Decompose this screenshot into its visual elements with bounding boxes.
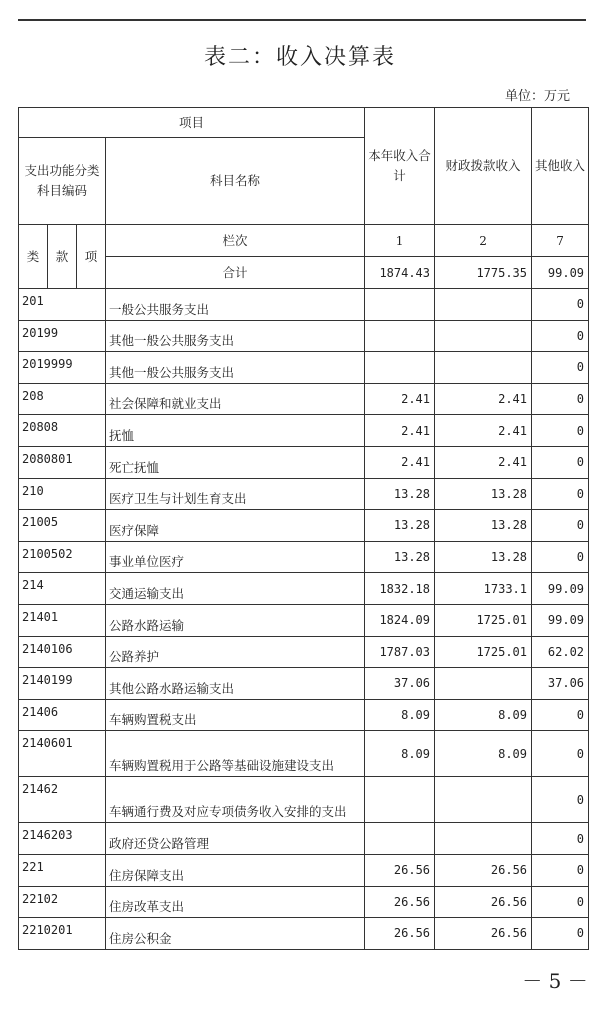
row-code: 2019999: [19, 352, 106, 384]
table-row: [19, 636, 589, 668]
row-v1: 8.09: [365, 699, 435, 731]
header-col2: 财政拨款收入: [435, 108, 532, 225]
row-name: 抚恤: [106, 415, 365, 447]
header-n1: 1: [365, 225, 435, 257]
table-row: [19, 446, 589, 478]
row-v2: [435, 777, 532, 823]
row-name: 交通运输支出: [106, 573, 365, 605]
table-row: [19, 478, 589, 510]
row-v2: 1725.01: [435, 636, 532, 668]
row-code: 21462: [19, 777, 106, 823]
row-v3: 0: [532, 383, 589, 415]
row-code: 210: [19, 478, 106, 510]
row-name: 社会保障和就业支出: [106, 383, 365, 415]
row-v3: 0: [532, 886, 589, 918]
table-row: [19, 352, 589, 384]
row-code: 21406: [19, 699, 106, 731]
row-v2: [435, 668, 532, 700]
row-name: 住房保障支出: [106, 854, 365, 886]
row-v3: 0: [532, 777, 589, 823]
total-v2: 1775.35: [435, 257, 532, 289]
row-v1: [365, 289, 435, 321]
table-row: [19, 573, 589, 605]
row-code: 201: [19, 289, 106, 321]
row-v3: 0: [532, 854, 589, 886]
row-v2: 26.56: [435, 918, 532, 950]
row-v3: 0: [532, 289, 589, 321]
unit-label: 单位：万元: [504, 89, 570, 104]
row-v1: 13.28: [365, 541, 435, 573]
table-row: [19, 731, 589, 777]
row-name: 死亡抚恤: [106, 446, 365, 478]
row-name: 政府还贷公路管理: [106, 823, 365, 855]
row-v3: 0: [532, 446, 589, 478]
row-name: 车辆购置税支出: [106, 699, 365, 731]
total-v1: 1874.43: [365, 257, 435, 289]
row-v1: 1832.18: [365, 573, 435, 605]
header-name-label: 科目名称: [106, 138, 365, 225]
row-v2: [435, 320, 532, 352]
table-row: [19, 699, 589, 731]
row-v2: 8.09: [435, 699, 532, 731]
row-v2: 1733.1: [435, 573, 532, 605]
row-v3: 0: [532, 510, 589, 542]
row-name: 公路养护: [106, 636, 365, 668]
table-body: [19, 289, 589, 950]
row-name: 医疗保障: [106, 510, 365, 542]
row-v3: 37.06: [532, 668, 589, 700]
row-name: 医疗卫生与计划生育支出: [106, 478, 365, 510]
row-name: 住房公积金: [106, 918, 365, 950]
row-v3: 0: [532, 352, 589, 384]
row-v2: 13.28: [435, 478, 532, 510]
row-v2: 1725.01: [435, 604, 532, 636]
page-number: － 5 －: [522, 969, 588, 993]
income-table: [18, 107, 589, 950]
row-code: 21401: [19, 604, 106, 636]
header-xiang: 项: [77, 225, 106, 289]
row-v3: 0: [532, 731, 589, 777]
header-kuan: 款: [48, 225, 77, 289]
row-v3: 0: [532, 478, 589, 510]
table-row: [19, 415, 589, 447]
row-code: 2140199: [19, 668, 106, 700]
header-col1: 本年收入合计: [365, 108, 435, 225]
row-v1: [365, 352, 435, 384]
row-v1: 2.41: [365, 383, 435, 415]
row-code: 22102: [19, 886, 106, 918]
table-row: [19, 886, 589, 918]
table-row: [19, 604, 589, 636]
table-row: [19, 541, 589, 573]
row-v1: 37.06: [365, 668, 435, 700]
row-v3: 99.09: [532, 573, 589, 605]
header-code-label: 支出功能分类科目编码: [19, 138, 106, 225]
row-v1: [365, 823, 435, 855]
header-project: 项目: [19, 108, 365, 138]
row-v1: 26.56: [365, 918, 435, 950]
row-v3: 99.09: [532, 604, 589, 636]
row-code: 214: [19, 573, 106, 605]
table-row: [19, 289, 589, 321]
table-row: [19, 510, 589, 542]
row-v1: 1787.03: [365, 636, 435, 668]
row-v1: 26.56: [365, 886, 435, 918]
header-lei: 类: [19, 225, 48, 289]
row-v3: 0: [532, 320, 589, 352]
header-col3: 其他收入: [532, 108, 589, 225]
row-v1: 2.41: [365, 446, 435, 478]
row-v1: 26.56: [365, 854, 435, 886]
row-v2: 2.41: [435, 415, 532, 447]
row-v3: 0: [532, 823, 589, 855]
row-v3: 0: [532, 699, 589, 731]
row-code: 2210201: [19, 918, 106, 950]
table-row: [19, 383, 589, 415]
row-v2: 2.41: [435, 383, 532, 415]
row-v2: 13.28: [435, 541, 532, 573]
row-v2: [435, 352, 532, 384]
row-name: 一般公共服务支出: [106, 289, 365, 321]
page-title: 表二：收入决算表: [203, 45, 396, 70]
table-row: [19, 918, 589, 950]
table-row: [19, 823, 589, 855]
row-v3: 62.02: [532, 636, 589, 668]
row-v1: 13.28: [365, 478, 435, 510]
row-name: 其他公路水路运输支出: [106, 668, 365, 700]
header-n3: 7: [532, 225, 589, 257]
row-code: 221: [19, 854, 106, 886]
row-name: 住房改革支出: [106, 886, 365, 918]
header-lanci: 栏次: [106, 225, 365, 257]
row-v2: [435, 289, 532, 321]
row-v1: 1824.09: [365, 604, 435, 636]
row-name: 其他一般公共服务支出: [106, 320, 365, 352]
row-v3: 0: [532, 918, 589, 950]
row-v1: 8.09: [365, 731, 435, 777]
total-v3: 99.09: [532, 257, 589, 289]
top-rule: [18, 19, 586, 21]
row-code: 20199: [19, 320, 106, 352]
row-name: 车辆购置税用于公路等基础设施建设支出: [106, 731, 365, 777]
row-v2: 26.56: [435, 886, 532, 918]
row-v2: 13.28: [435, 510, 532, 542]
table-row: [19, 320, 589, 352]
row-code: 2146203: [19, 823, 106, 855]
row-name: 事业单位医疗: [106, 541, 365, 573]
row-v2: [435, 823, 532, 855]
row-name: 车辆通行费及对应专项债务收入安排的支出: [106, 777, 365, 823]
row-v2: 8.09: [435, 731, 532, 777]
row-code: 2100502: [19, 541, 106, 573]
row-v1: 2.41: [365, 415, 435, 447]
row-code: 21005: [19, 510, 106, 542]
table-row: [19, 668, 589, 700]
row-v2: 26.56: [435, 854, 532, 886]
row-code: 208: [19, 383, 106, 415]
table-row: [19, 854, 589, 886]
row-name: 其他一般公共服务支出: [106, 352, 365, 384]
row-v1: [365, 777, 435, 823]
row-v3: 0: [532, 415, 589, 447]
total-label: 合计: [106, 257, 365, 289]
row-code: 2080801: [19, 446, 106, 478]
row-code: 2140601: [19, 731, 106, 777]
table-row: [19, 777, 589, 823]
header-n2: 2: [435, 225, 532, 257]
row-v3: 0: [532, 541, 589, 573]
row-v2: 2.41: [435, 446, 532, 478]
row-v1: 13.28: [365, 510, 435, 542]
row-code: 20808: [19, 415, 106, 447]
row-name: 公路水路运输: [106, 604, 365, 636]
row-v1: [365, 320, 435, 352]
row-code: 2140106: [19, 636, 106, 668]
